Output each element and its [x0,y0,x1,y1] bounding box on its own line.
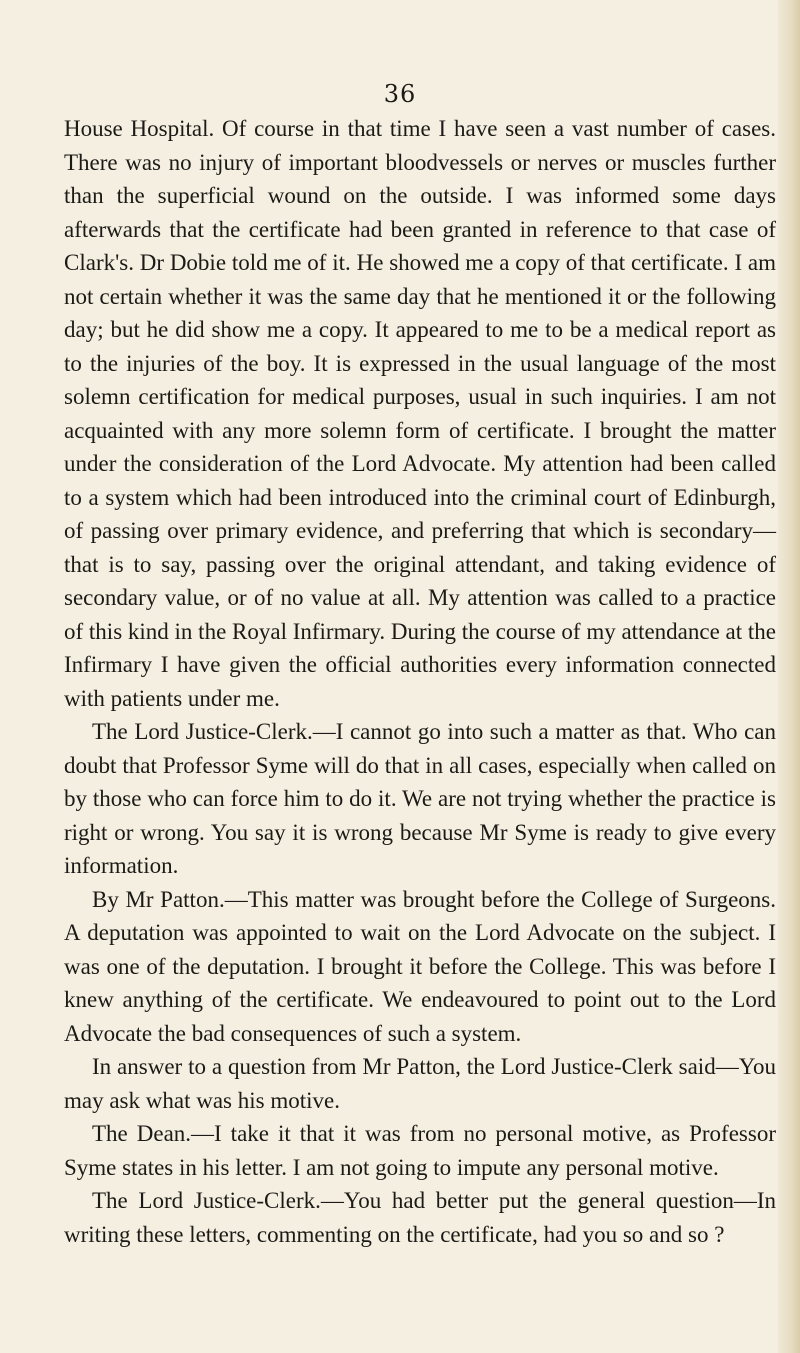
paragraph-lord-justice-clerk-2: The Lord Justice-Clerk.—You had better put the general question—In writing these letters, commenting on the certificate, had you so and so ? [64,1188,776,1247]
text-body [64,112,776,1251]
paragraph-by-mr-patton: By Mr Patton.—This matter was brought before the College of Surgeons. A deputation was appointed to wait on the Lord Advocate on the subject. I was one of the deputation. I brought it before the College. This was before I knew anything of the certificate. We endeavoured to point out to the Lord Advocate the bad consequences of such a system. [64,886,776,1046]
paragraph-the-dean: The Dean.—I take it that it was from no personal motive, as Professor Syme states in his letter. I am not going to impute any personal motive. [64,1121,776,1180]
page-edge [778,0,800,1353]
paragraph-lord-justice-clerk-1: The Lord Justice-Clerk.—I cannot go into such a matter as that. Who can doubt that Professor Syme will do that in all cases, especially when called on by those who can force him to do it. We are not trying whether the practice is right or wrong. You say it is wrong because Mr Syme is ready to give every information. [64,719,776,878]
paragraph-testimony: House Hospital. Of course in that time I have seen a vast number of cases. There was no injury of important bloodvessels or nerves or muscles further than the superficial wound on the outside. I was informed some days afterwards that the certificate had been granted in reference to that case of Clark's. Dr Dobie told me of it. He showed me a copy of that certificate. I am not certain whether it was the same day that he mentioned it or the following day; but he did show me a copy. It appeared to me to be a medical report as to the injuries of the boy. It is expressed in the usual language of the most solemn certification for medical purposes, usual in such inquiries. I am not acquainted with any more solemn form of certificate. I brought the matter under the consideration of the Lord Advocate. My attention had been called to a system which had been introduced into the criminal court of Edinburgh, of passing over primary evidence, and preferring that which is secondary—that is to say, passing over the original attendant, and taking evidence of secondary value, or of no value at all. My attention was called to a practice of this kind in the Royal Infirmary. During the course of my attendance at the Infirmary I have given the official authorities every information connected with patients under me. [64,116,776,711]
page-number: 36 [383,80,417,108]
paragraph-question-from-mr-patton: In answer to a question from Mr Patton, the Lord Justice-Clerk said—You may ask what was his motive. [64,1054,776,1113]
